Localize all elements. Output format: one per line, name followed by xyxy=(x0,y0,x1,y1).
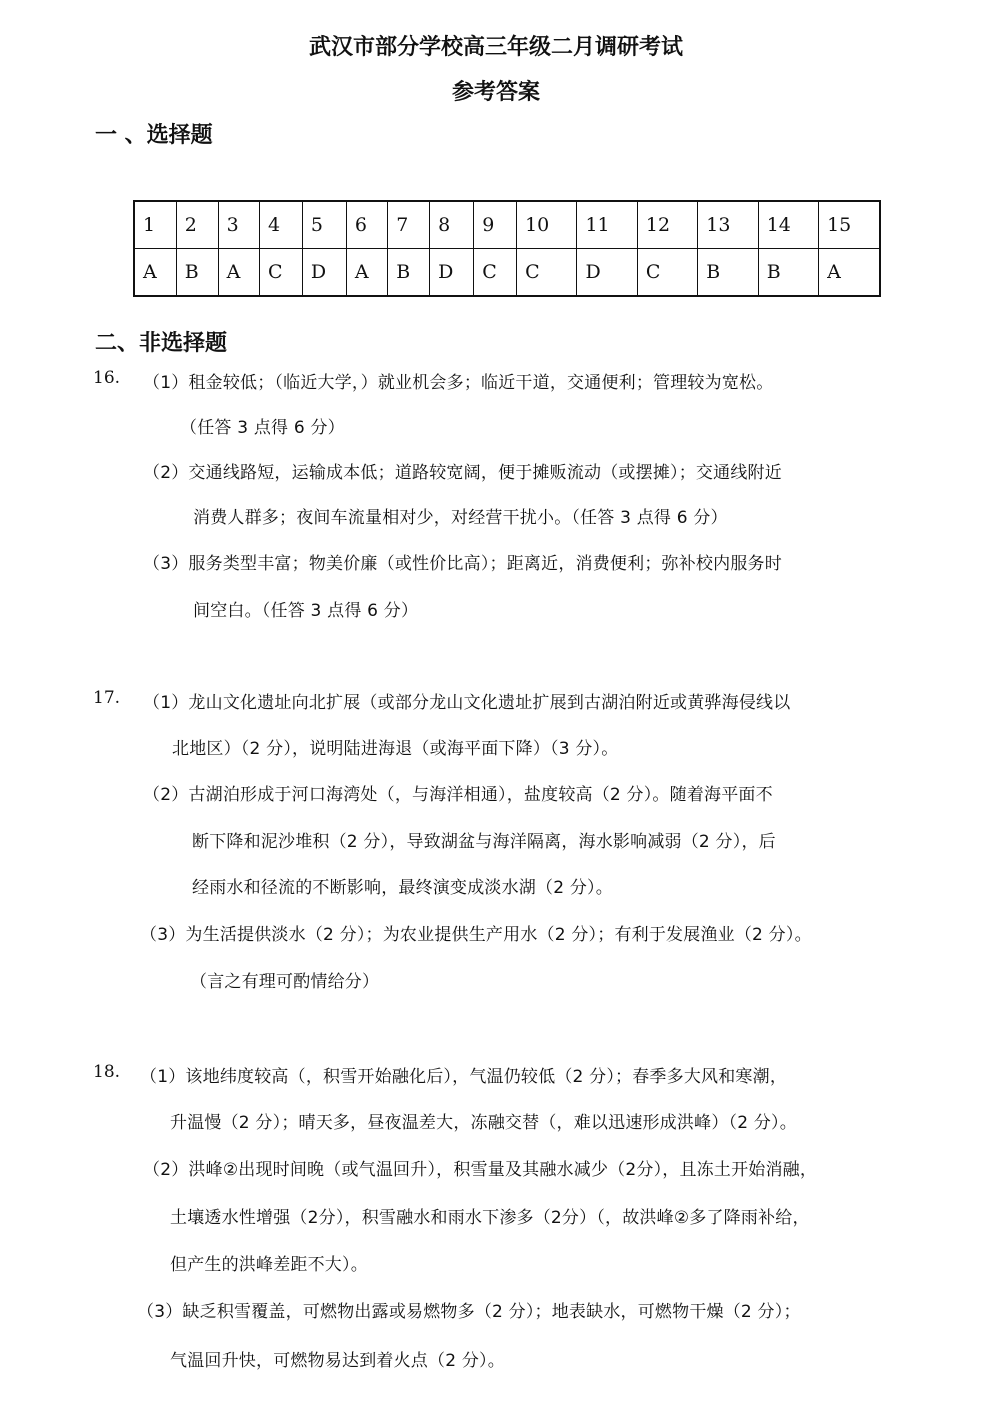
q17-part1-line2: 北地区）（2 分），说明陆进海退（或海平面下降）（3 分）。 xyxy=(172,739,619,759)
question-number-cell: 1 xyxy=(134,201,176,249)
q16-part2-line1: （2）交通线路短，运输成本低；道路较宽阔，便于摊贩流动（或摆摊）；交通线附近 xyxy=(143,463,782,483)
q18-part1-line2: 升温慢（2 分）；晴天多，昼夜温差大，冻融交替（，难以迅速形成洪峰）（2 分）。 xyxy=(170,1113,797,1133)
question-number-cell: 14 xyxy=(758,201,818,249)
question-number-cell: 8 xyxy=(430,201,474,249)
answer-cell: A xyxy=(819,249,880,297)
q17-part3-line1: （3）为生活提供淡水（2 分）；为农业提供生产用水（2 分）；有利于发展渔业（2 分）。 xyxy=(140,925,812,945)
answer-cell: B xyxy=(698,249,758,297)
question-number-cell: 10 xyxy=(517,201,577,249)
answer-cell: A xyxy=(134,249,176,297)
q17-part2-line1: （2）古湖泊形成于河口海湾处（，与海洋相通），盐度较高（2 分）。随着海平面不 xyxy=(143,785,773,805)
section-1-title: 一 、选择题 xyxy=(95,123,213,148)
page-subtitle: 参考答案 xyxy=(451,80,540,105)
question-17-number: 17. xyxy=(93,688,121,708)
answer-table xyxy=(133,200,881,297)
answer-cell: C xyxy=(517,249,577,297)
q17-part1-line1: （1）龙山文化遗址向北扩展（或部分龙山文化遗址扩展到古湖泊附近或黄骅海侵线以 xyxy=(143,693,791,713)
question-number-cell: 4 xyxy=(259,201,302,249)
question-number-cell: 13 xyxy=(698,201,758,249)
answer-cell: A xyxy=(218,249,259,297)
answer-cell: D xyxy=(430,249,474,297)
answer-cell: B xyxy=(388,249,430,297)
q16-part3-line2: 间空白。（任答 3 点得 6 分） xyxy=(193,601,419,621)
question-number-cell: 11 xyxy=(577,201,637,249)
question-number-cell: 2 xyxy=(176,201,218,249)
q17-part2-line2: 断下降和泥沙堆积（2 分），导致湖盆与海洋隔离，海水影响减弱（2 分），后 xyxy=(192,832,776,852)
question-16-number: 16. xyxy=(93,368,121,388)
answer-table-number-row xyxy=(134,201,880,249)
q16-part2-line2: 消费人群多；夜间车流量相对少，对经营干扰小。（任答 3 点得 6 分） xyxy=(193,508,728,528)
q16-part1-line2: （任答 3 点得 6 分） xyxy=(180,418,345,438)
answer-cell: B xyxy=(758,249,818,297)
question-number-cell: 5 xyxy=(302,201,346,249)
question-18-number: 18. xyxy=(93,1062,121,1082)
q18-part2-line3: 但产生的洪峰差距不大）。 xyxy=(170,1255,368,1275)
q18-part1-line1: （1）该地纬度较高（，积雪开始融化后），气温仍较低（2 分）；春季多大风和寒潮， xyxy=(140,1067,788,1087)
answer-cell: D xyxy=(302,249,346,297)
answer-table-answer-row xyxy=(134,249,880,297)
answer-cell: C xyxy=(259,249,302,297)
question-number-cell: 3 xyxy=(218,201,259,249)
q17-part2-line3: 经雨水和径流的不断影响，最终演变成淡水湖（2 分）。 xyxy=(192,878,613,898)
answer-cell: A xyxy=(346,249,387,297)
question-number-cell: 7 xyxy=(388,201,430,249)
answer-cell: C xyxy=(474,249,517,297)
question-number-cell: 12 xyxy=(637,201,697,249)
section-2-title: 二、非选择题 xyxy=(95,331,228,356)
q18-part2-line1: （2）洪峰②出现时间晚（或气温回升），积雪量及其融水减少（2分），且冻土开始消融， xyxy=(143,1160,818,1180)
question-number-cell: 15 xyxy=(819,201,880,249)
q16-part1-line1: （1）租金较低；（临近大学，）就业机会多；临近干道，交通便利；管理较为宽松。 xyxy=(143,373,774,393)
page-title: 武汉市部分学校高三年级二月调研考试 xyxy=(308,35,683,60)
answer-cell: D xyxy=(577,249,637,297)
question-number-cell: 9 xyxy=(474,201,517,249)
q18-part2-line2: 土壤透水性增强（2分），积雪融水和雨水下渗多（2分）（，故洪峰②多了降雨补给， xyxy=(170,1208,810,1228)
question-number-cell: 6 xyxy=(346,201,387,249)
q17-part3-line2: （言之有理可酌情给分） xyxy=(190,972,380,992)
q16-part3-line1: （3）服务类型丰富；物美价廉（或性价比高）；距离近，消费便利；弥补校内服务时 xyxy=(143,554,782,574)
q18-part3-line1: （3）缺乏积雪覆盖，可燃物出露或易燃物多（2 分）；地表缺水，可燃物干燥（2 分）； xyxy=(137,1302,801,1322)
q18-part3-line2: 气温回升快，可燃物易达到着火点（2 分）。 xyxy=(170,1351,505,1371)
answer-cell: B xyxy=(176,249,218,297)
answer-cell: C xyxy=(637,249,697,297)
